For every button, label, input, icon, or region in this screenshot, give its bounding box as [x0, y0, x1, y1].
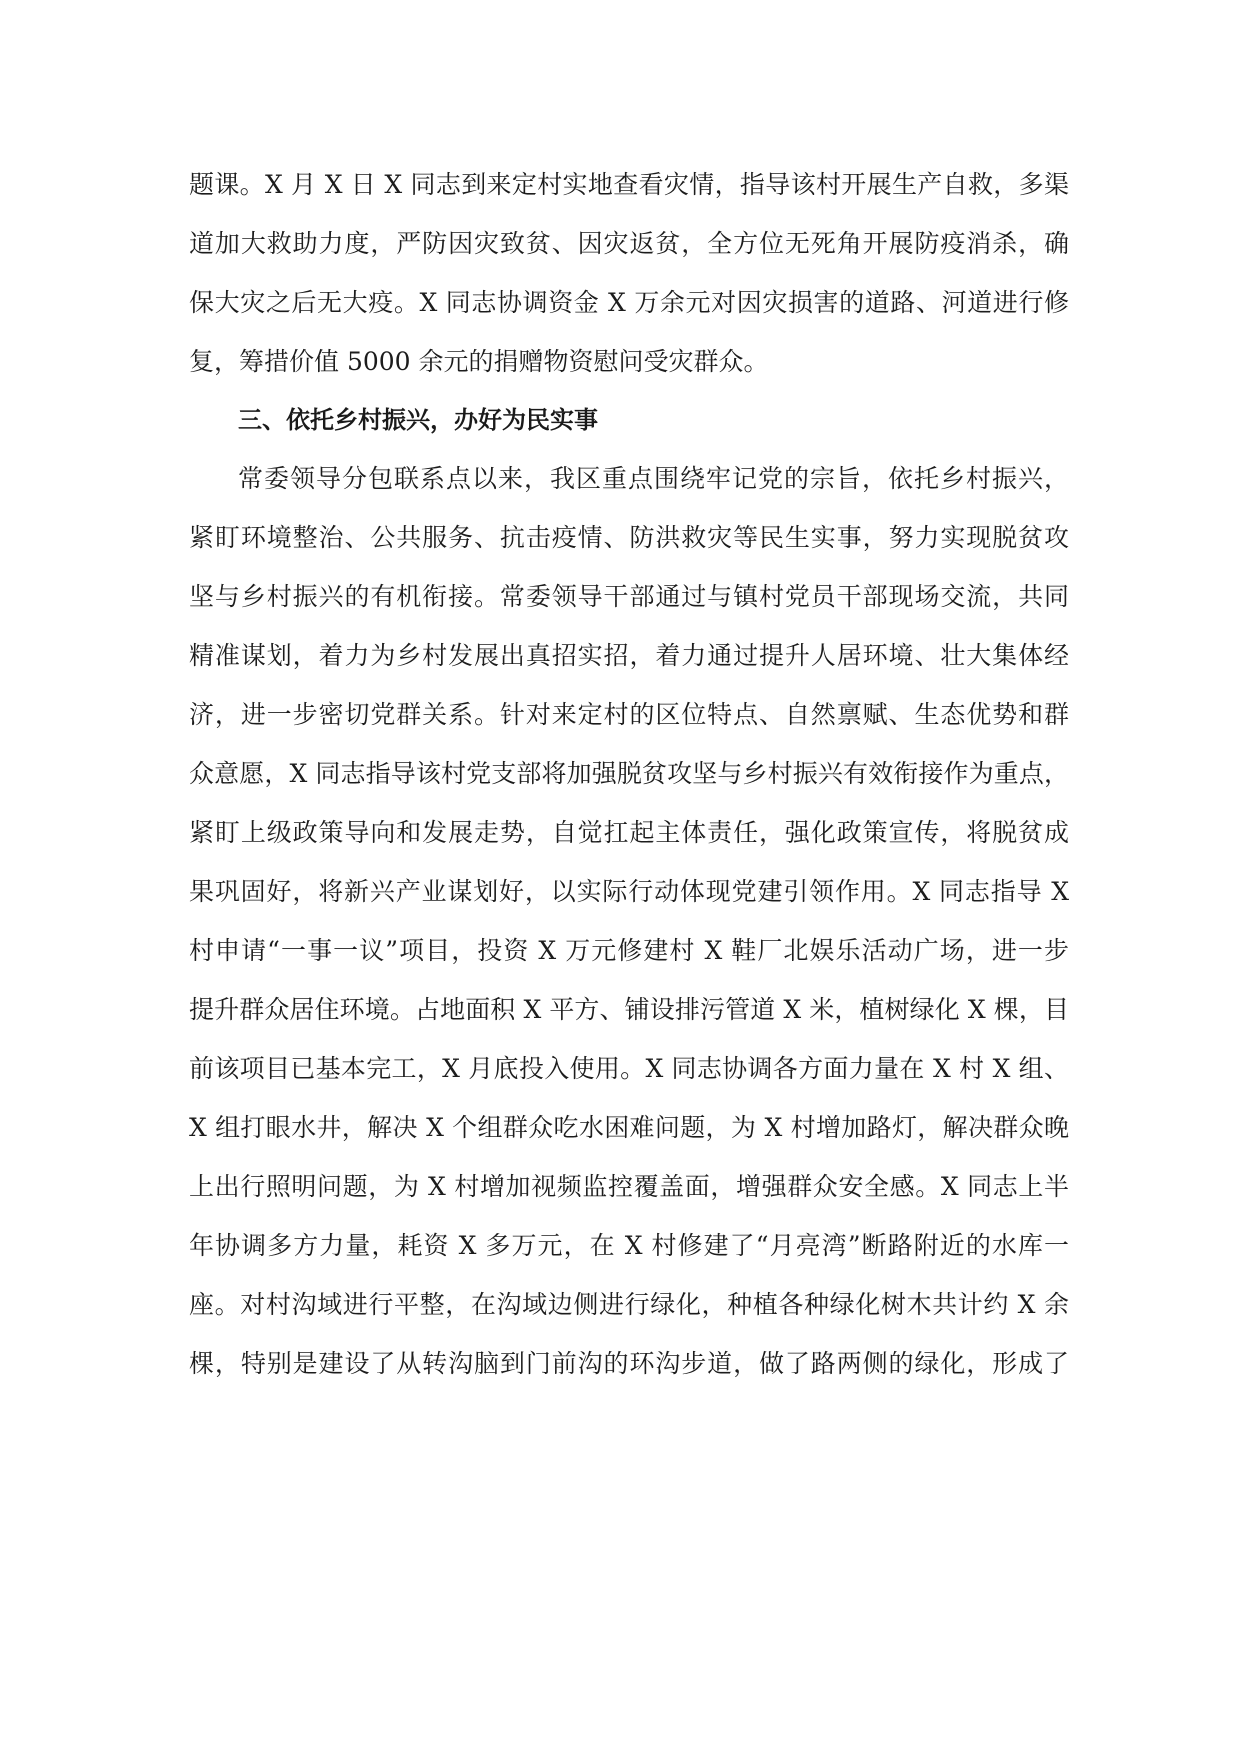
- paragraph-line: 常委领导分包联系点以来，我区重点围绕牢记党的宗旨，依托乡村振兴，: [238, 464, 1069, 493]
- paragraph-line: 紧盯环境整治、公共服务、抗击疫情、防洪救灾等民生实事，努力实现脱贫攻: [189, 523, 1069, 552]
- paragraph-line: 精准谋划，着力为乡村发展出真招实招，着力通过提升人居环境、壮大集体经: [189, 641, 1069, 670]
- paragraph-line: 果巩固好，将新兴产业谋划好，以实际行动体现党建引领作用。X 同志指导 X: [189, 877, 1069, 906]
- paragraph-line: 众意愿，X 同志指导该村党支部将加强脱贫攻坚与乡村振兴有效衔接作为重点，: [189, 759, 1069, 788]
- section-heading: 三、依托乡村振兴，办好为民实事: [238, 406, 598, 434]
- paragraph-line: 座。对村沟域进行平整，在沟域边侧进行绿化，种植各种绿化树木共计约 X 余: [189, 1290, 1069, 1319]
- paragraph-line: 复，筹措价值 5000 余元的捐赠物资慰问受灾群众。: [189, 347, 769, 376]
- paragraph-line: 棵，特别是建设了从转沟脑到门前沟的环沟步道，做了路两侧的绿化，形成了: [189, 1349, 1069, 1378]
- paragraph-line: 提升群众居住环境。占地面积 X 平方、铺设排污管道 X 米，植树绿化 X 棵，目: [189, 995, 1069, 1024]
- paragraph-line: 上出行照明问题，为 X 村增加视频监控覆盖面，增强群众安全感。X 同志上半: [189, 1172, 1069, 1201]
- paragraph-line: 道加大救助力度，严防因灾致贫、因灾返贫，全方位无死角开展防疫消杀，确: [189, 229, 1069, 258]
- paragraph-line: 坚与乡村振兴的有机衔接。常委领导干部通过与镇村党员干部现场交流，共同: [189, 582, 1069, 611]
- paragraph-line: 保大灾之后无大疫。X 同志协调资金 X 万余元对因灾损害的道路、河道进行修: [189, 288, 1069, 317]
- paragraph-line: 前该项目已基本完工，X 月底投入使用。X 同志协调各方面力量在 X 村 X 组、: [189, 1054, 1069, 1083]
- paragraph-line: 村申请“一事一议”项目，投资 X 万元修建村 X 鞋厂北娱乐活动广场，进一步: [189, 936, 1069, 965]
- paragraph-line: X 组打眼水井，解决 X 个组群众吃水困难问题，为 X 村增加路灯，解决群众晚: [189, 1113, 1069, 1142]
- paragraph-line: 年协调多方力量，耗资 X 多万元，在 X 村修建了“月亮湾”断路附近的水库一: [189, 1231, 1069, 1260]
- paragraph-line: 紧盯上级政策导向和发展走势，自觉扛起主体责任，强化政策宣传，将脱贫成: [189, 818, 1069, 847]
- paragraph-line: 题课。X 月 X 日 X 同志到来定村实地查看灾情，指导该村开展生产自救，多渠: [189, 170, 1069, 199]
- paragraph-line: 济，进一步密切党群关系。针对来定村的区位特点、自然禀赋、生态优势和群: [189, 700, 1069, 729]
